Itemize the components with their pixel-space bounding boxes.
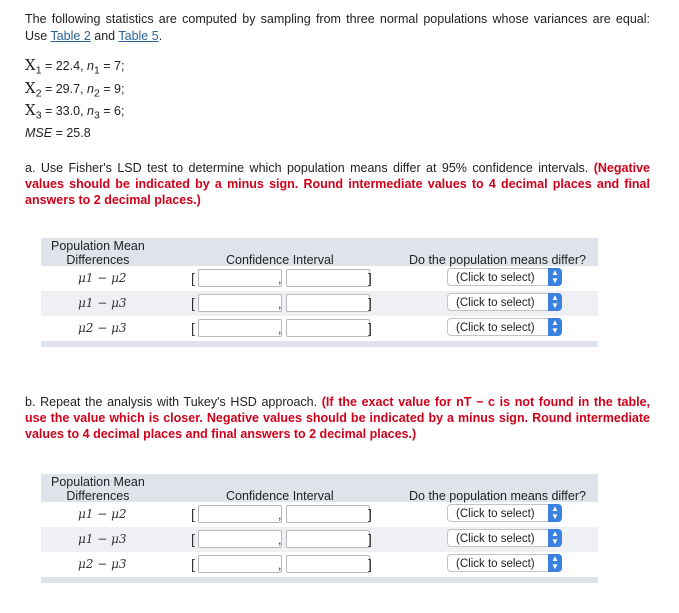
part-b-label: b. <box>25 395 36 409</box>
part-a-text: Use Fisher's LSD test to determine which population means differ at 95% confidence intervals. <box>35 161 594 175</box>
table-header <box>41 474 598 502</box>
stat-value: = 29.7, <box>41 81 88 96</box>
subscript: 1 <box>35 65 42 77</box>
col-header-ci: Confidence Interval <box>226 489 334 503</box>
comma: , <box>278 297 282 311</box>
lsd-table <box>41 238 598 347</box>
subscript: 1 <box>93 65 100 77</box>
table-footer-bar <box>41 341 598 347</box>
bracket-right: ] <box>368 320 372 336</box>
part-a-label: a. <box>25 161 36 175</box>
stat-value: = 22.4, <box>41 59 88 73</box>
subscript: 3 <box>35 110 42 122</box>
differ-select[interactable] <box>447 529 562 547</box>
select-value: (Click to select) <box>456 508 535 520</box>
bracket-left: [ <box>191 531 195 547</box>
bracket-left: [ <box>191 270 195 286</box>
table-row <box>41 527 598 552</box>
ci-lower-input[interactable] <box>198 294 282 312</box>
n-symbol: n <box>87 59 94 73</box>
table-row <box>41 316 598 341</box>
updown-chevron-icon: ▲ ▼ <box>548 318 562 336</box>
part-b-text: Repeat the analysis with Tukey's HSD approach. <box>35 395 322 409</box>
col-header-ci: Confidence Interval <box>226 253 334 267</box>
intro-period: . <box>158 29 163 43</box>
table-header <box>41 238 598 266</box>
table-footer-bar <box>41 577 598 583</box>
bracket-left: [ <box>191 320 195 336</box>
select-value: (Click to select) <box>456 322 535 334</box>
updown-chevron-icon: ▲ ▼ <box>548 268 562 286</box>
ci-lower-input[interactable] <box>198 319 282 337</box>
mse-line <box>25 125 124 141</box>
ci-lower-input[interactable] <box>198 269 282 287</box>
mean-difference-label: μ1 − μ3 <box>78 532 127 546</box>
ci-upper-input[interactable] <box>286 505 370 523</box>
stat-line-2 <box>25 80 124 103</box>
table-2-link[interactable]: Table 2 <box>50 29 91 43</box>
problem-intro <box>25 11 650 45</box>
bracket-right: ] <box>368 556 372 572</box>
bracket-right: ] <box>368 531 372 547</box>
mean-difference-label: μ1 − μ3 <box>78 296 127 310</box>
stat-value: = 33.0, <box>41 104 88 118</box>
ci-upper-input[interactable] <box>286 294 370 312</box>
bracket-left: [ <box>191 295 195 311</box>
ci-upper-input[interactable] <box>286 269 370 287</box>
stat-value: = 7; <box>99 59 125 73</box>
select-value: (Click to select) <box>456 533 535 545</box>
table-row <box>41 266 598 291</box>
differ-select[interactable] <box>447 554 562 572</box>
comma: , <box>278 533 282 547</box>
updown-chevron-icon: ▲ ▼ <box>548 293 562 311</box>
differ-select[interactable] <box>447 318 562 336</box>
table-5-link[interactable]: Table 5 <box>118 29 159 43</box>
header-line: Population Mean <box>51 475 145 489</box>
part-b-question <box>25 394 650 442</box>
ci-lower-input[interactable] <box>198 505 282 523</box>
mean-difference-label: μ2 − μ3 <box>78 557 127 571</box>
subscript: 2 <box>93 88 100 99</box>
mean-difference-label: μ2 − μ3 <box>78 321 127 335</box>
subscript: 3 <box>93 110 100 122</box>
col-header-differ: Do the population means differ? <box>409 253 586 267</box>
bracket-left: [ <box>191 506 195 522</box>
bracket-right: ] <box>368 295 372 311</box>
differ-select[interactable] <box>447 293 562 311</box>
updown-chevron-icon: ▲ ▼ <box>548 504 562 522</box>
col-header-differ: Do the population means differ? <box>409 489 586 503</box>
hsd-table <box>41 474 598 583</box>
ci-lower-input[interactable] <box>198 530 282 548</box>
part-b-instructions: (If the exact value for nT − c is not found in the table, use the value which is closer. Negative values should be indicated by a minus sign. Round intermediate values to 4 decimal places and final answers to 2 decimal places.) <box>25 395 650 441</box>
stat-line-1 <box>25 57 124 80</box>
mse-value: = 25.8 <box>52 125 91 140</box>
bracket-right: ] <box>368 270 372 286</box>
mean-difference-label: μ1 − μ2 <box>78 507 127 521</box>
comma: , <box>278 322 282 336</box>
differ-select[interactable] <box>447 504 562 522</box>
stat-value: = 9; <box>99 81 125 96</box>
stat-value: = 6; <box>99 104 125 118</box>
intro-text: The following statistics are computed by sampling from three normal populations whose variances are equal: Use <box>25 12 650 43</box>
ci-upper-input[interactable] <box>286 530 370 548</box>
col-header-differences <box>51 239 145 267</box>
ci-lower-input[interactable] <box>198 555 282 573</box>
select-value: (Click to select) <box>456 272 535 284</box>
bracket-right: ] <box>368 506 372 522</box>
ci-upper-input[interactable] <box>286 319 370 337</box>
n-symbol: n <box>87 104 94 118</box>
n-symbol: n <box>87 81 94 96</box>
xbar-symbol: X <box>25 56 36 74</box>
table-row <box>41 502 598 527</box>
mse-label: MSE <box>25 125 53 140</box>
xbar-symbol: X <box>25 101 36 119</box>
comma: , <box>278 558 282 572</box>
updown-chevron-icon: ▲ ▼ <box>548 554 562 572</box>
part-a-question <box>25 160 650 208</box>
header-line: Differences <box>66 253 130 267</box>
part-a-instructions: (Negative values should be indicated by a minus sign. Round intermediate values to 4 decimal places and final answers to 2 decimal places.) <box>25 161 650 207</box>
comma: , <box>278 508 282 522</box>
table-row <box>41 552 598 577</box>
header-line: Differences <box>66 489 130 503</box>
header-line: Population Mean <box>51 239 145 253</box>
differ-select[interactable] <box>447 268 562 286</box>
select-value: (Click to select) <box>456 297 535 309</box>
updown-chevron-icon: ▲ ▼ <box>548 529 562 547</box>
select-value: (Click to select) <box>456 558 535 570</box>
mean-difference-label: μ1 − μ2 <box>78 271 127 285</box>
stat-line-3 <box>25 102 124 125</box>
bracket-left: [ <box>191 556 195 572</box>
xbar-symbol: X <box>25 78 36 97</box>
table-row <box>41 291 598 316</box>
sample-statistics <box>25 57 124 141</box>
subscript: 2 <box>35 88 42 99</box>
ci-upper-input[interactable] <box>286 555 370 573</box>
comma: , <box>278 272 282 286</box>
col-header-differences <box>51 475 145 503</box>
intro-and: and <box>90 29 119 43</box>
